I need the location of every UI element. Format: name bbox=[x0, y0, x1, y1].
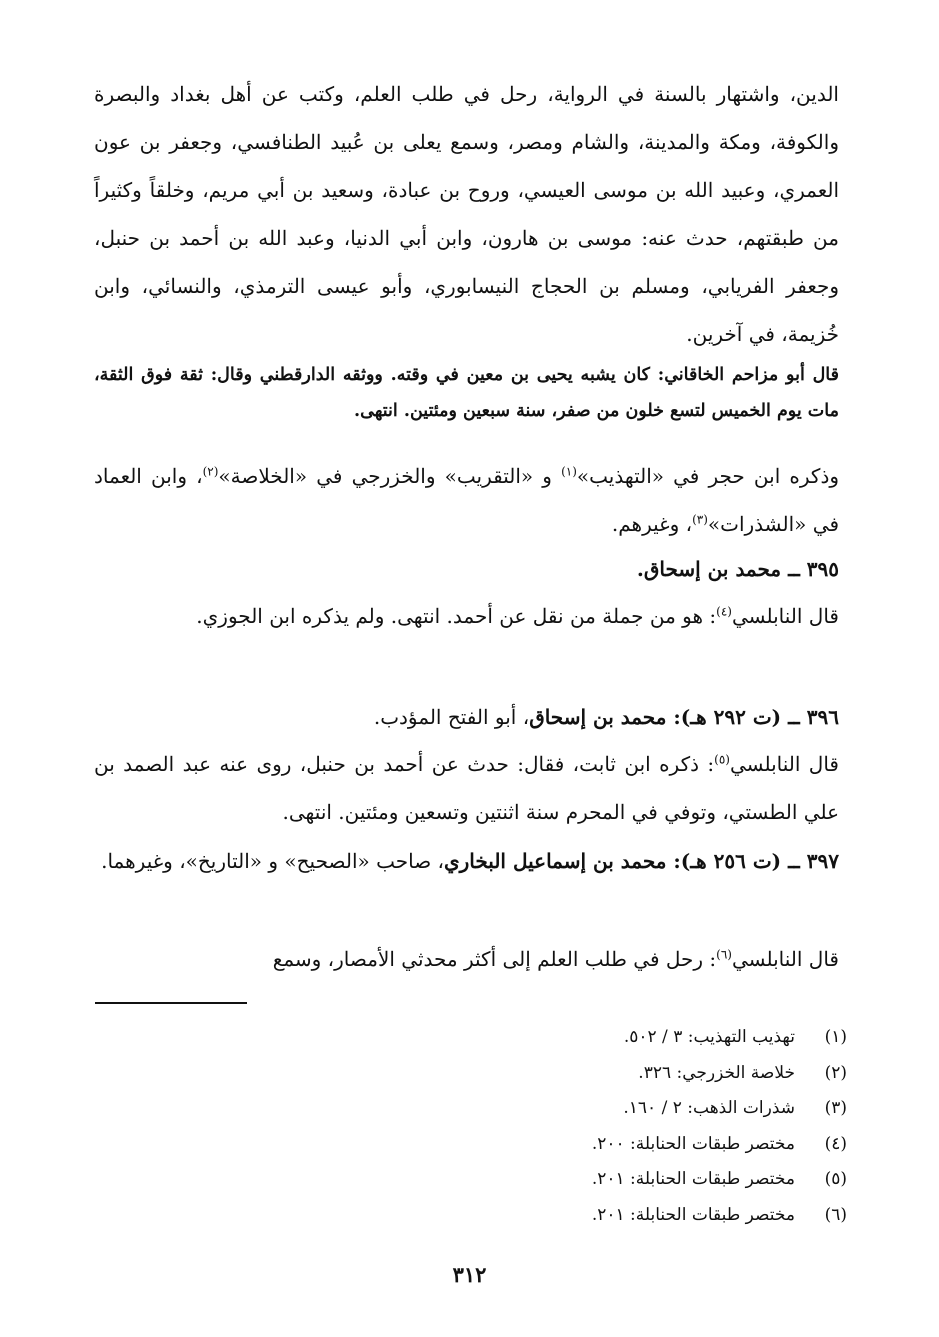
entry-396-name: محمد بن إسحاق bbox=[529, 705, 667, 729]
entry-395-heading: ٣٩٥ ــ محمد بن إسحاق. bbox=[636, 557, 839, 581]
footnote-item bbox=[347, 1162, 847, 1198]
footnote-number: (٦) bbox=[824, 1204, 847, 1225]
footnote-text: مختصر طبقات الحنابلة: ٢٠١. bbox=[591, 1169, 795, 1189]
paragraph-sources bbox=[94, 452, 839, 548]
entry-396-rest: ، أبو الفتح المؤدب. bbox=[373, 705, 530, 729]
footnote-number: (٢) bbox=[824, 1062, 847, 1083]
footnote-number: (٣) bbox=[824, 1098, 847, 1118]
paragraph-biography: الدين، واشتهار بالسنة في الرواية، رحل في طلب العلم، وكتب عن أهل بغداد والبصرة والكوفة، ومكة والمدينة، والشام ومصر، وسمع يعلى بن عُبيد الطنافسي، وجعفر بن عون العمري، وعبيد الله بن موسى العيسي، وروح بن عبادة، وسعيد بن أبي مريم، وخلقاً وكثيراً من طبقتهم، حدث عنه: موسى بن هارون، وابن أبي الدنيا، وعبد الله بن أحمد بن حنبل، وجعفر الفريابي، ومسلم بن الحجاج النيسابوري، وأبو عيسى الترمذي، والنسائي، وابن خُزيمة، في آخرين. bbox=[94, 82, 839, 346]
entry-397-name: محمد بن إسماعيل البخاري bbox=[443, 849, 667, 873]
sources-text-1: وذكره ابن حجر في «التهذيب» bbox=[576, 464, 840, 488]
footnotes-list bbox=[347, 1020, 847, 1233]
entry-397-rest: ، صاحب «الصحيح» و «التاريخ»، وغيرهما. bbox=[101, 849, 444, 873]
footnote-ref-4: (٤) bbox=[716, 604, 732, 619]
entry-395-text-1: قال النابلسي bbox=[731, 604, 839, 628]
footnote-ref-6: (٦) bbox=[716, 947, 732, 962]
entry-395-text-2: : هو من جملة من نقل عن أحمد. انتهى. ولم يذكره ابن الجوزي. bbox=[196, 604, 717, 628]
entry-397-heading bbox=[94, 837, 839, 885]
footnote-item bbox=[347, 1091, 847, 1127]
footnote-number: (٥) bbox=[824, 1169, 847, 1189]
sources-text-4: ، وغيرهم. bbox=[611, 512, 693, 536]
entry-397-text-1: قال النابلسي bbox=[731, 947, 839, 971]
footnote-divider bbox=[95, 1002, 247, 1004]
entry-396-text-2: : ذكره ابن ثابت، فقال: حدث عن أحمد بن حنبل، روى عنه عبد الصمد بن علي الطستي، وتوفي في المحرم سنة اثنتين وتسعين ومئتين. انتهى. bbox=[94, 752, 839, 824]
entry-396-number: ٣٩٦ ــ (ت ٢٩٢ هـ): bbox=[666, 705, 839, 729]
entry-395-body bbox=[94, 592, 839, 640]
footnote-text: تهذيب التهذيب: ٣ / ٥٠٢. bbox=[623, 1027, 795, 1047]
footnote-ref-1: (١) bbox=[561, 464, 577, 479]
footnote-number: (٤) bbox=[824, 1133, 847, 1154]
footnote-text: شذرات الذهب: ٢ / ١٦٠. bbox=[623, 1098, 795, 1118]
entry-396-text-1: قال النابلسي bbox=[729, 752, 839, 776]
footnote-text: مختصر طبقات الحنابلة: ٢٠١. bbox=[591, 1204, 795, 1225]
footnote-item bbox=[347, 1020, 847, 1056]
sources-text-2: و «التقريب» والخزرجي في «الخلاصة» bbox=[218, 464, 562, 488]
footnote-text: مختصر طبقات الحنابلة: ٢٠٠. bbox=[591, 1133, 795, 1154]
page-number: ٣١٢ bbox=[452, 1262, 487, 1287]
entry-397-body bbox=[94, 935, 839, 983]
entry-397-number: ٣٩٧ ــ (ت ٢٥٦ هـ): bbox=[666, 849, 839, 873]
footnote-ref-3: (٣) bbox=[692, 512, 708, 527]
footnote-ref-2: (٢) bbox=[202, 464, 219, 479]
entry-396-heading bbox=[94, 693, 839, 741]
footnote-item bbox=[347, 1127, 847, 1163]
sources-text-3: ، وابن العماد في «الشذرات» bbox=[94, 464, 839, 536]
entry-397-text-2: : رحل في طلب العلم إلى أكثر محدثي الأمصار، وسمع bbox=[272, 947, 717, 971]
footnote-item bbox=[347, 1056, 847, 1092]
footnote-text: خلاصة الخزرجي: ٣٢٦. bbox=[638, 1062, 795, 1083]
footnote-ref-5: (٥) bbox=[714, 752, 730, 767]
footnote-number: (١) bbox=[824, 1027, 847, 1047]
entry-396-body bbox=[94, 740, 839, 836]
footnote-item bbox=[347, 1198, 847, 1234]
quote-abu-muzahim: قال أبو مزاحم الخاقاني: كان يشبه يحيى بن معين في وقته. ووثقه الدارقطني وقال: ثقة فوق الثقة، مات يوم الخميس لتسع خلون من صفر، سنة سبعين ومئتين. انتهى. bbox=[94, 365, 839, 421]
